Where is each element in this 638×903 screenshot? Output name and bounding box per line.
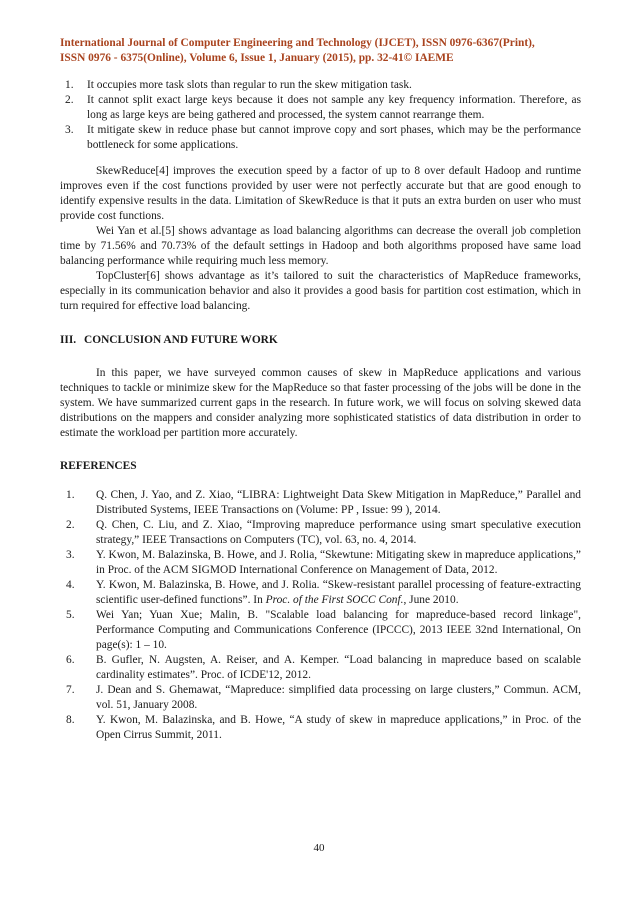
reference-item — [60, 713, 581, 743]
list-item-text: It mitigate skew in reduce phase but cannot improve copy and sort phases, which may be the performance bottleneck for some applications. — [87, 124, 581, 151]
reference-text: Y. Kwon, M. Balazinska, B. Howe, and J. Rolia. “Skew-resistant parallel processing of feature-extracting scientific user-defined functions”. In — [96, 579, 581, 606]
journal-header-line-1: International Journal of Computer Engineering and Technology (IJCET), ISSN 0976-6367(Print), — [60, 37, 535, 49]
reference-item — [60, 488, 581, 518]
references-list — [60, 488, 581, 743]
reference-number: 1. — [66, 489, 75, 501]
paragraph-skewreduce: SkewReduce[4] improves the execution speed by a factor of up to 8 over default Hadoop and runtime improves even if the cost functions provided by user were not perfectly accurate but that are good enough to identify expensive results in the data. Limitation of SkewReduce is that it puts an extra burden on user who must provide cost functions. — [60, 165, 581, 222]
paragraph-wei-yan: Wei Yan et al.[5] shows advantage as load balancing algorithms can decrease the overall job completion time by 71.56% and 70.73% of the default settings in Hadoop and both algorithms proposed have same load balancing performance while requiring much less memory. — [60, 225, 581, 267]
journal-header-line-2: ISSN 0976 - 6375(Online), Volume 6, Issue 1, January (2015), pp. 32-41© IAEME — [60, 52, 454, 64]
reference-item — [60, 653, 581, 683]
list-item-number: 3. — [65, 124, 74, 136]
reference-text: Q. Chen, J. Yao, and Z. Xiao, “LIBRA: Lightweight Data Skew Mitigation in MapReduce,” Parallel and Distributed Systems, IEEE Transactions on (Volume: PP , Issue: 99 ), 2014. — [96, 489, 581, 516]
reference-number: 4. — [66, 579, 75, 591]
reference-text: Y. Kwon, M. Balazinska, and B. Howe, “A study of skew in mapreduce applications,” in Proc. of the Open Cirrus Summit, 2011. — [96, 714, 581, 741]
references-heading: REFERENCES — [60, 460, 137, 472]
list-item — [60, 123, 581, 153]
reference-item — [60, 683, 581, 713]
reference-number: 6. — [66, 654, 75, 666]
reference-number: 5. — [66, 609, 75, 621]
reference-number: 2. — [66, 519, 75, 531]
list-item — [60, 78, 581, 93]
reference-number: 8. — [66, 714, 75, 726]
section-number: III. — [60, 334, 77, 346]
list-item-number: 2. — [65, 94, 74, 106]
reference-item — [60, 548, 581, 578]
paragraph-topcluster: TopCluster[6] shows advantage as it’s tailored to suit the characteristics of MapReduce frameworks, especially in its communication behavior and also it provides a good basis for partition cost estimation, which in turn required for effective load balancing. — [60, 270, 581, 312]
journal-header — [60, 36, 581, 66]
reference-text: Q. Chen, C. Liu, and Z. Xiao, “Improving mapreduce performance using smart speculative execution strategy,” IEEE Transactions on Computers (TC), vol. 63, no. 4, 2014. — [96, 519, 581, 546]
section-heading — [60, 333, 581, 348]
list-item-text: It occupies more task slots than regular to run the skew mitigation task. — [87, 79, 412, 91]
page-number: 40 — [313, 842, 325, 854]
list-item-text: It cannot split exact large keys because it does not sample any key frequency information. Therefore, as long as large keys are being gathered and processed, the system cannot rearrange them. — [87, 94, 581, 121]
reference-text-tail: , June 2010. — [403, 594, 459, 606]
reference-item — [60, 518, 581, 548]
conclusion-paragraph: In this paper, we have surveyed common causes of skew in MapReduce applications and various techniques to tackle or minimize skew for the MapReduce so that faster processing of the jobs will be done in the system. We have summarized current gaps in the research. In future work, we will focus on solving skewed data distributions on the mappers and consider analyzing more sophisticated statistics of data distribution in order to estimate the workload per partition more accurately. — [60, 367, 581, 439]
page-content — [60, 36, 581, 743]
list-item — [60, 93, 581, 123]
list-item-number: 1. — [65, 79, 74, 91]
reference-item — [60, 608, 581, 653]
reference-venue-italic: Proc. of the First SOCC Conf. — [265, 594, 404, 606]
reference-number: 3. — [66, 549, 75, 561]
reference-item — [60, 578, 581, 608]
reference-text: Y. Kwon, M. Balazinska, B. Howe, and J. Rolia, “Skewtune: Mitigating skew in mapreduce applications,” in Proc. of the ACM SIGMOD International Conference on Management of Data, 2012. — [96, 549, 581, 576]
reference-text: B. Gufler, N. Augsten, A. Reiser, and A. Kemper. “Load balancing in mapreduce based on scalable cardinality estimates”. Proc. of ICDE'12, 2012. — [96, 654, 581, 681]
reference-number: 7. — [66, 684, 75, 696]
section-title: CONCLUSION AND FUTURE WORK — [84, 334, 278, 346]
limitations-list — [60, 78, 581, 153]
reference-text: J. Dean and S. Ghemawat, “Mapreduce: simplified data processing on large clusters,” Commun. ACM, vol. 51, January 2008. — [96, 684, 581, 711]
reference-text: Wei Yan; Yuan Xue; Malin, B. "Scalable load balancing for mapreduce-based record linkage", Performance Computing and Communications Conference (IPCCC), 2013 IEEE 32nd International, On page(s): 1 – 10. — [96, 609, 581, 651]
